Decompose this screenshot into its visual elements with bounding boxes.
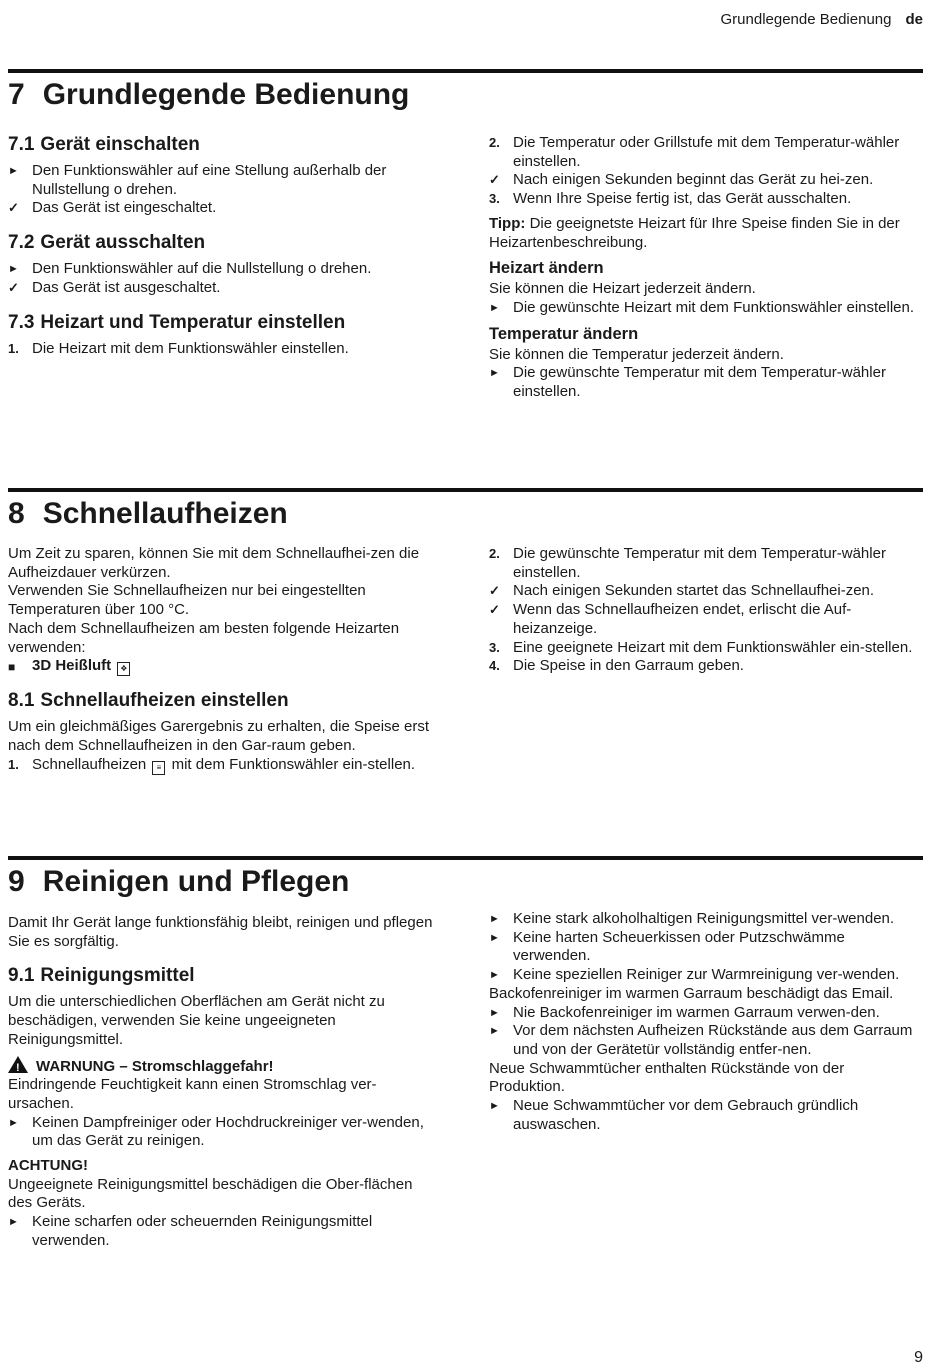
triangle-bullet-icon: ► [8,1116,19,1129]
checkmark-icon: ✓ [489,172,500,188]
instruction-step: ► Die gewünschte Heizart mit dem Funktionswähler einstellen. [489,298,915,316]
instruction-step: ► Keine harten Scheuerkissen oder Putzschwämme verwenden. [489,928,845,965]
chapter-7-right-column [489,134,917,402]
chapter-8-left-column [8,545,433,775]
chapter-8-heading: 8 Schnellaufheizen [8,497,288,530]
instruction-step: ► Keine stark alkoholhaltigen Reinigungsmittel ver-wenden. [489,910,895,927]
checkmark-icon: ✓ [489,602,500,618]
warning-triangle-icon [8,1056,28,1073]
result-item: ✓ Wenn das Schnellaufheizen endet, erlischt die Auf-heizanzeige. [489,601,852,637]
chapter-7-heading: 7 Grundlegende Bedienung [8,78,410,111]
body-text: Um Zeit zu sparen, können Sie mit dem Schnellaufhei-zen die Aufheizdauer verkürzen. [8,545,420,581]
triangle-bullet-icon: ► [489,913,500,925]
checkmark-icon: ✓ [489,583,500,599]
numbered-step: 2. Die gewünschte Temperatur mit dem Temperatur-wähler einstellen. [489,545,886,581]
instruction-step: ► Vor dem nächsten Aufheizen Rückstände aus dem Garraum und von der Gerätetür vollständig entfer-nen. [489,1022,913,1058]
body-text: Sie können die Heizart jederzeit ändern. [489,280,756,298]
section-7-1-heading: 7.1 Gerät einschalten [8,134,200,155]
triangle-bullet-icon: ► [8,1216,19,1229]
numbered-step: 2. Die Temperatur oder Grillstufe mit dem Temperatur-wähler einstellen. [489,134,900,170]
header-title: Grundlegende Bedienung [720,11,892,28]
page-number: 9 [914,1349,923,1366]
triangle-bullet-icon: ► [489,931,500,944]
checkmark-icon: ✓ [8,279,19,295]
body-text: Neue Schwammtücher enthalten Rückstände von der Produktion. [489,1059,845,1096]
rapid-heat-icon: ≡ [152,761,165,775]
triangle-bullet-icon: ► [489,1100,500,1113]
chapter-9-right-column [489,910,917,1134]
section-7-3-heading: 7.3 Heizart und Temperatur einstellen [8,311,346,333]
triangle-bullet-icon: ► [489,367,500,380]
instruction-step: ► Nie Backofenreiniger im warmen Garraum verwen-den. [489,1003,880,1021]
instruction-step: ► Die gewünschte Temperatur mit dem Temperatur-wähler einstellen. [489,364,886,401]
instruction-step: ► Keinen Dampfreiniger oder Hochdruckreiniger ver-wenden, um das Gerät zu reinigen. [8,1113,424,1150]
temperatur-heading: Temperatur ändern [489,324,639,343]
body-text: Sie können die Temperatur jederzeit ändern. [489,345,784,363]
attention-heading: ACHTUNG! [8,1157,88,1175]
checkmark-icon: ✓ [8,200,19,216]
body-text: Nach dem Schnellaufheizen am besten folgende Heizarten verwenden: [8,619,400,656]
list-item: ■ 3D Heißluft ❖ [8,657,433,676]
body-text: Um die unterschiedlichen Oberflächen am Gerät nicht zu beschädigen, verwenden Sie keine ungeeigneten Reinigungsmittel. [8,993,385,1048]
attention-text: Ungeeignete Reinigungsmittel beschädigen die Ober-flächen des Geräts. [8,1175,413,1212]
hot-air-3d-icon: ❖ [117,662,130,676]
triangle-bullet-icon: ► [8,165,19,177]
chapter-9-heading: 9 Reinigen und Pflegen [8,865,350,898]
instruction-step: ► Keine scharfen oder scheuernden Reinigungsmittel verwenden. [8,1213,373,1249]
numbered-step: 1. Schnellaufheizen ≡ mit dem Funktionswähler ein-stellen. [8,755,416,773]
chapter-7-left-column [8,134,433,358]
warning-text: Eindringende Feuchtigkeit kann einen Stromschlag ver-ursachen. [8,1076,377,1112]
triangle-bullet-icon: ► [489,301,500,314]
chapter-9-left-column [8,914,438,1251]
running-header [721,11,924,28]
chapter-rule [8,856,923,860]
instruction-step: ► Den Funktionswähler auf eine Stellung außerhalb der Nullstellung o drehen. [8,162,387,198]
numbered-step: 1. Die Heizart mit dem Funktionswähler einstellen. [8,339,349,357]
triangle-bullet-icon: ► [8,263,19,276]
triangle-bullet-icon: ► [489,1006,500,1019]
instruction-step: ► Neue Schwammtücher vor dem Gebrauch gründlich auswaschen. [489,1097,859,1133]
numbered-step: 4. Die Speise in den Garraum geben. [489,657,744,675]
body-text: Verwenden Sie Schnellaufheizen nur bei eingestellten Temperaturen über 100 °C. [8,582,366,619]
result-item: ✓ Das Gerät ist ausgeschaltet. [8,278,221,296]
triangle-bullet-icon: ► [489,1025,500,1038]
result-item: ✓ Nach einigen Sekunden startet das Schnellaufhei-zen. [489,582,875,600]
section-7-2-heading: 7.2 Gerät ausschalten [8,232,206,254]
result-item: ✓ Das Gerät ist eingeschaltet. [8,199,217,217]
numbered-step: 3. Eine geeignete Heizart mit dem Funktionswähler ein-stellen. [489,638,913,656]
instruction-step: ► Den Funktionswähler auf die Nullstellung o drehen. [8,260,372,278]
heizart-heading: Heizart ändern [489,259,604,278]
chapter-rule [8,488,923,492]
section-9-1-heading: 9.1 Reinigungsmittel [8,965,195,987]
body-text: Damit Ihr Gerät lange funktionsfähig bleibt, reinigen und pflegen Sie es sorgfältig. [8,914,433,950]
result-item: ✓ Nach einigen Sekunden beginnt das Gerät zu hei-zen. [489,171,874,189]
tip-paragraph: Tipp: Die geeignetste Heizart für Ihre Speise finden Sie in der Heizartenbeschreibung. [489,214,900,251]
body-text: Um ein gleichmäßiges Garergebnis zu erhalten, die Speise erst nach dem Schnellaufheizen in den Gar-raum geben. [8,718,430,754]
warning-heading: !WARNUNG – Stromschlaggefahr! [8,1056,438,1077]
instruction-step: ► Keine speziellen Reiniger zur Warmreinigung ver-wenden. [489,966,900,984]
numbered-step: 3. Wenn Ihre Speise fertig ist, das Gerät ausschalten. [489,190,852,208]
language-code: de [905,11,923,28]
triangle-bullet-icon: ► [489,969,500,982]
square-bullet-icon: ■ [8,660,16,675]
chapter-8-right-column [489,545,917,676]
section-8-1-heading: 8.1 Schnellaufheizen einstellen [8,690,289,712]
body-text: Backofenreiniger im warmen Garraum beschädigt das Email. [489,984,894,1002]
chapter-rule [8,69,923,73]
